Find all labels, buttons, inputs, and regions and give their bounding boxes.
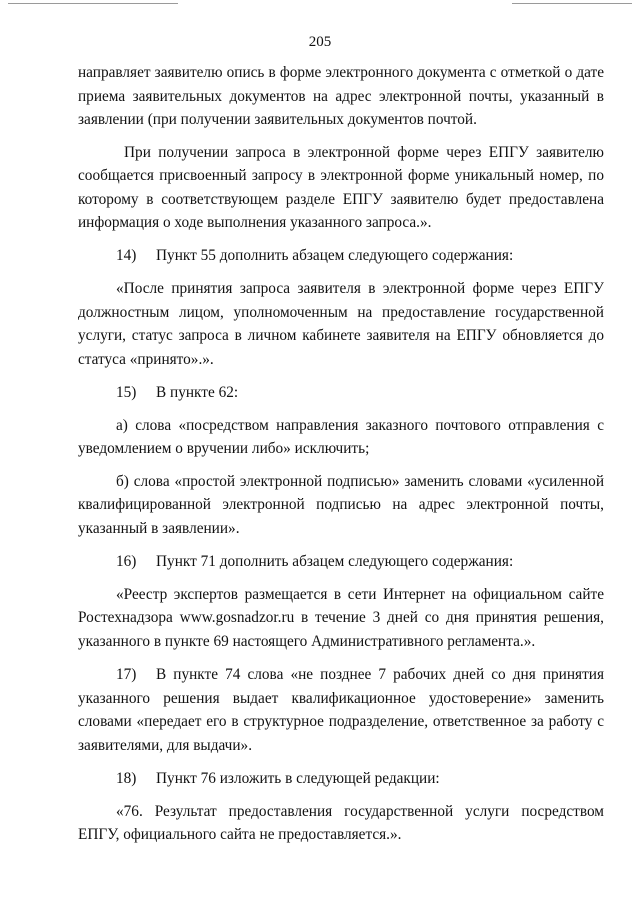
paragraph-3 [78, 244, 604, 268]
paragraph-5-text: В пункте 62: [156, 384, 239, 401]
page-number: 205 [308, 34, 332, 50]
paragraph-12: «76. Результат предоставления государственной услуги посредством ЕПГУ, официального сайта не предоставляется.». [78, 802, 604, 843]
paragraph-9: «Реестр экспертов размещается в сети Интернет на официальном сайте Ростехнадзора www.gosnadzor.ru в течение 3 дней со дня принятия решения, указанного в пункте 69 настоящего Административного регламента.». [78, 585, 604, 650]
item-number: 14) [116, 246, 137, 264]
item-number: 17) [116, 666, 137, 683]
item-number: 18) [116, 770, 137, 787]
item-number: 16) [116, 553, 137, 570]
paragraph-2: При получении запроса в электронной форме через ЕПГУ заявителю сообщается присвоенный запросу в электронной форме уникальный номер, по которому в соответствующем разделе ЕПГУ заявителю будет предоставлена информация о ходе выполнения указанного запроса.». [78, 143, 604, 231]
paragraph-10 [78, 663, 604, 757]
scan-edge-left [8, 3, 178, 4]
paragraph-6: а) слова «посредством направления заказного почтового отправления с уведомлением о вручении либо» исключить; [78, 416, 604, 457]
paragraph-10-text: В пункте 74 слова «не позднее 7 рабочих дней со дня принятия указанного решения выдает квалификационное удостоверение» заменить словами «передает его в структурное подразделение, ответственное за работу с заявителями, для выдачи». [78, 666, 604, 754]
paragraph-8 [78, 550, 604, 574]
paragraph-4: «После принятия запроса заявителя в электронной форме через ЕПГУ должностным лицом, уполномоченным на предоставление государственной услуги, статус запроса в личном кабинете заявителя на ЕПГУ обновляется до статуса «принято».». [78, 280, 604, 368]
paragraph-1: направляет заявителю опись в форме электронного документа с отметкой о дате приема заявительных документов на адрес электронной почты, указанный в заявлении (при получении заявительных документов почтой. [78, 64, 604, 128]
scan-edge-right [512, 3, 632, 4]
paragraph-11-text: Пункт 76 изложить в следующей редакции: [156, 770, 440, 787]
document-body [78, 61, 604, 847]
paragraph-8-text: Пункт 71 дополнить абзацем следующего содержания: [156, 553, 514, 570]
paragraph-11 [78, 767, 604, 791]
item-number: 15) [116, 384, 137, 401]
paragraph-5 [78, 381, 604, 405]
paragraph-7: б) слова «простой электронной подписью» заменить словами «усиленной квалифицированной электронной подписью на адрес электронной почты, указанный в заявлении». [78, 472, 604, 537]
paragraph-3-text: Пункт 55 дополнить абзацем следующего содержания: [156, 246, 514, 264]
